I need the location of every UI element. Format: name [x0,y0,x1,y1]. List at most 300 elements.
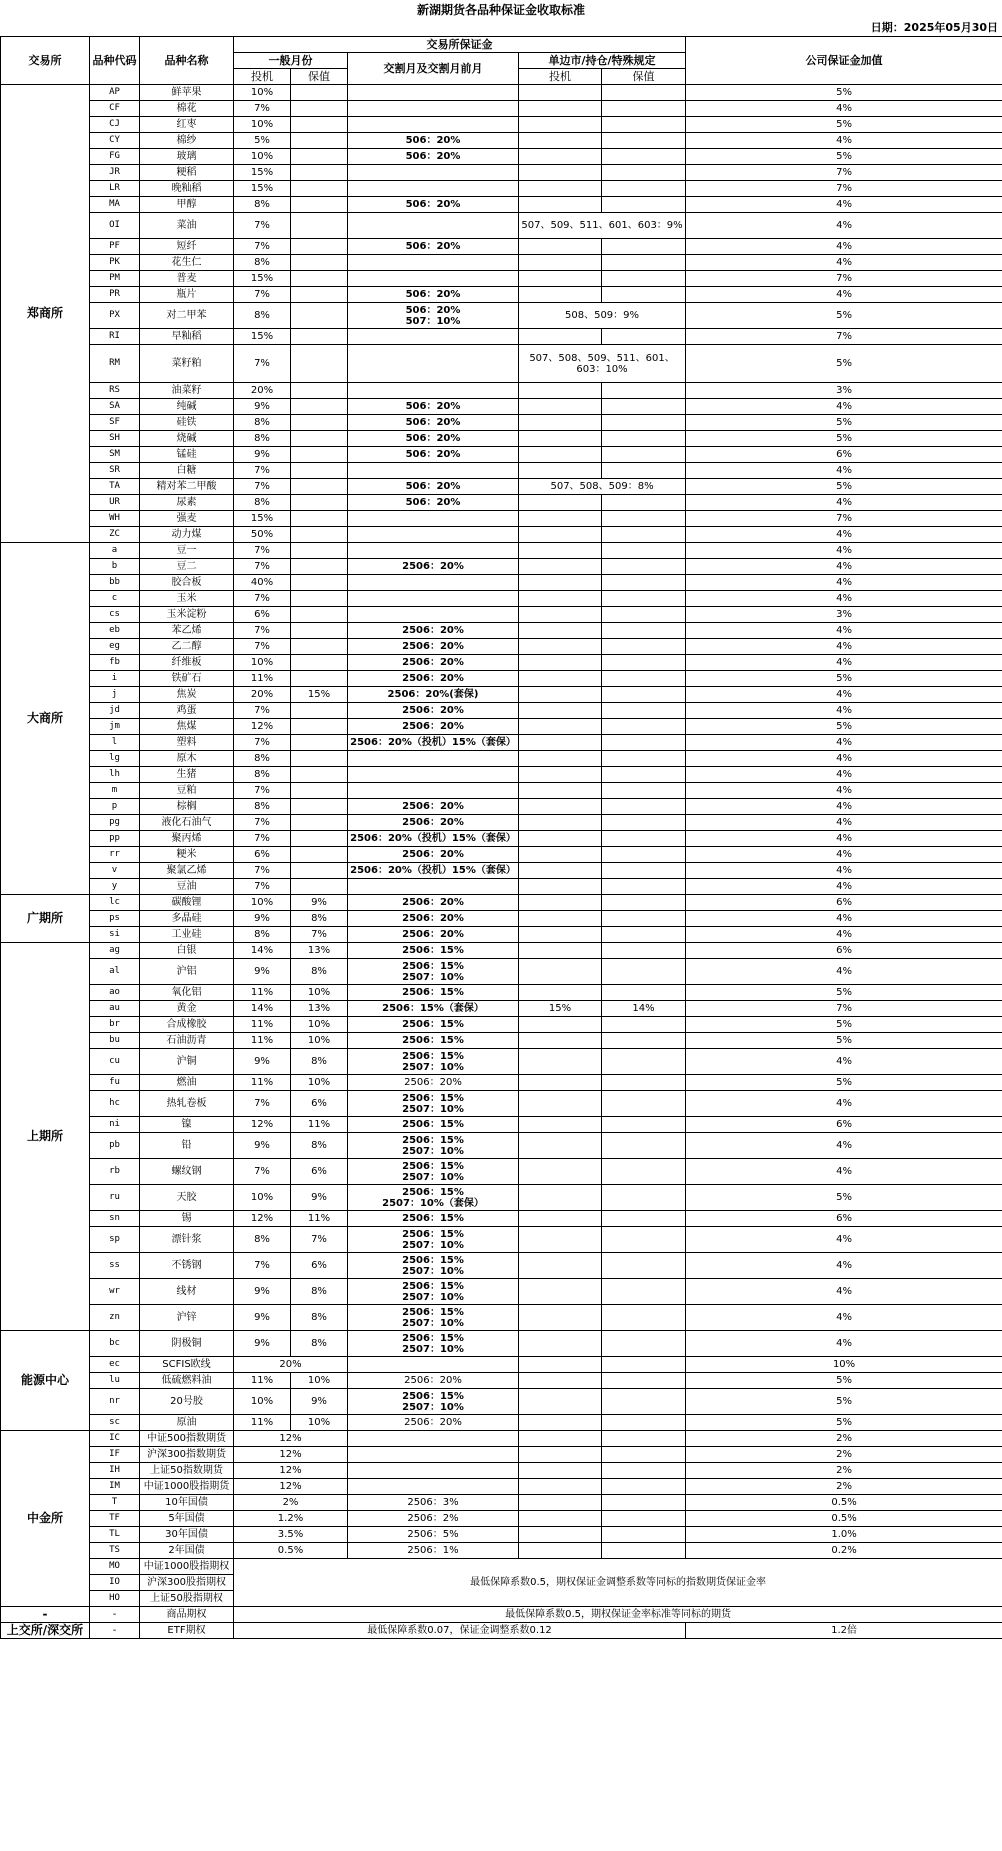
hedge-cell [291,735,348,751]
spec-cell: 15% [234,271,291,287]
code-cell: PF [90,239,140,255]
code-cell: lu [90,1373,140,1389]
spec-cell: 15% [234,329,291,345]
special-spec-cell [519,1017,602,1033]
delivery-cell: 2506：15% [348,1117,519,1133]
company-add-cell: 4% [686,927,1002,943]
company-add-cell: 6% [686,895,1002,911]
name-cell: 瓶片 [140,287,234,303]
table-row [1,1607,1002,1623]
hedge-cell: 8% [291,1279,348,1305]
special-hedge-cell [602,985,686,1001]
delivery-cell: 2506：15% 2507：10%（套保） [348,1185,519,1211]
delivery-cell: 2506：15% 2507：10% [348,1331,519,1357]
special-hedge-cell [602,783,686,799]
special-cell: 507、508、509：8% [519,479,686,495]
table-row [1,1305,1002,1331]
code-cell: au [90,1001,140,1017]
name-cell: 烧碱 [140,431,234,447]
code-cell: lc [90,895,140,911]
special-hedge-cell [602,879,686,895]
code-cell: SA [90,399,140,415]
company-add-cell: 6% [686,1211,1002,1227]
name-cell: 热轧卷板 [140,1091,234,1117]
delivery-cell: 2506：20% [348,799,519,815]
code-cell: pp [90,831,140,847]
name-cell: 对二甲苯 [140,303,234,329]
name-cell: 氧化铝 [140,985,234,1001]
hedge-cell: 10% [291,1033,348,1049]
name-cell: 豆二 [140,559,234,575]
company-add-cell: 7% [686,165,1002,181]
hedge-cell: 13% [291,1001,348,1017]
delivery-cell [348,181,519,197]
company-add-cell: 4% [686,847,1002,863]
delivery-cell [348,879,519,895]
hedge-cell [291,847,348,863]
name-cell: 石油沥青 [140,1033,234,1049]
company-add-cell: 4% [686,767,1002,783]
delivery-cell: 506：20% [348,197,519,213]
delivery-cell: 2506：20% [348,895,519,911]
code-cell: eb [90,623,140,639]
special-spec-cell [519,101,602,117]
company-add-cell: 4% [686,879,1002,895]
name-cell: 菜油 [140,213,234,239]
company-add-cell: 1.0% [686,1527,1002,1543]
company-add-cell: 4% [686,463,1002,479]
company-add-cell: 5% [686,149,1002,165]
spec-cell: 40% [234,575,291,591]
name-cell: 原油 [140,1415,234,1431]
hedge-cell [291,863,348,879]
table-row [1,607,1002,623]
special-spec-cell [519,879,602,895]
delivery-cell: 2506：15% [348,943,519,959]
name-cell: 低硫燃料油 [140,1373,234,1389]
special-spec-cell [519,1331,602,1357]
spec-cell: 7% [234,287,291,303]
company-add-cell: 4% [686,783,1002,799]
delivery-cell [348,383,519,399]
table-row [1,559,1002,575]
delivery-cell: 2506：20% [348,559,519,575]
name-cell: 铁矿石 [140,671,234,687]
special-spec-cell [519,831,602,847]
exchange-cell: 大商所 [1,543,90,895]
exchange-cell: - [1,1607,90,1623]
special-hedge-cell [602,271,686,287]
code-cell: HO [90,1591,140,1607]
name-cell: 晚籼稻 [140,181,234,197]
company-add-cell: 4% [686,197,1002,213]
code-cell: ps [90,911,140,927]
header-delivery: 交割月及交割月前月 [348,53,519,85]
table-row [1,1117,1002,1133]
spec-cell: 10% [234,149,291,165]
spec-cell: 7% [234,479,291,495]
table-row [1,1091,1002,1117]
hedge-cell: 10% [291,1017,348,1033]
special-spec-cell [519,1211,602,1227]
code-cell: TF [90,1511,140,1527]
delivery-cell: 2506：15% 2507：10% [348,959,519,985]
spec-cell: 11% [234,1373,291,1389]
header-exchange: 交易所 [1,37,90,85]
company-add-cell: 7% [686,1001,1002,1017]
delivery-cell: 2506：20% [348,623,519,639]
company-add-cell: 10% [686,1357,1002,1373]
delivery-cell: 2506：15% [348,985,519,1001]
exchange-cell: 上期所 [1,943,90,1331]
special-hedge-cell [602,239,686,255]
table-row [1,1415,1002,1431]
special-hedge-cell [602,815,686,831]
company-add-cell: 0.5% [686,1511,1002,1527]
spec-cell: 20% [234,383,291,399]
table-row [1,1495,1002,1511]
name-cell: 乙二醇 [140,639,234,655]
name-cell: 5年国债 [140,1511,234,1527]
hedge-cell [291,345,348,383]
code-cell: ni [90,1117,140,1133]
table-row [1,735,1002,751]
spec-cell: 7% [234,863,291,879]
name-cell: 精对苯二甲酸 [140,479,234,495]
code-cell: CF [90,101,140,117]
special-hedge-cell [602,255,686,271]
delivery-cell: 506：20% [348,287,519,303]
delivery-cell: 506：20% [348,399,519,415]
spec-cell: 8% [234,927,291,943]
table-row [1,831,1002,847]
name-cell: 胶合板 [140,575,234,591]
special-hedge-cell [602,895,686,911]
special-hedge-cell [602,383,686,399]
name-cell: 玉米 [140,591,234,607]
delivery-cell: 2506：1% [348,1543,519,1559]
hedge-cell [291,399,348,415]
special-spec-cell [519,1431,602,1447]
special-spec-cell [519,1075,602,1091]
name-cell: 白银 [140,943,234,959]
hedge-cell [291,85,348,101]
special-spec-cell [519,1279,602,1305]
delivery-cell: 2506：20% [348,703,519,719]
spec-cell: 7% [234,639,291,655]
special-hedge-cell [602,703,686,719]
hedge-cell: 8% [291,1305,348,1331]
special-spec-cell [519,687,602,703]
spec-cell: 8% [234,255,291,271]
table-row [1,1075,1002,1091]
table-row [1,165,1002,181]
code-cell: RM [90,345,140,383]
name-cell: 中证1000股指期货 [140,1479,234,1495]
company-add-cell: 4% [686,687,1002,703]
table-row [1,447,1002,463]
company-add-cell: 5% [686,1389,1002,1415]
special-spec-cell [519,703,602,719]
table-row [1,1253,1002,1279]
code-cell: bu [90,1033,140,1049]
special-spec-cell [519,1133,602,1159]
code-cell: JR [90,165,140,181]
table-row [1,1331,1002,1357]
table-row [1,511,1002,527]
table-row [1,703,1002,719]
hedge-cell: 11% [291,1117,348,1133]
special-hedge-cell [602,799,686,815]
company-add-cell: 6% [686,1117,1002,1133]
delivery-cell: 506：20% [348,149,519,165]
code-cell: lh [90,767,140,783]
hedge-cell: 10% [291,985,348,1001]
hedge-cell [291,703,348,719]
company-add-cell: 7% [686,329,1002,345]
special-spec-cell [519,959,602,985]
table-row [1,1463,1002,1479]
code-cell: br [90,1017,140,1033]
special-spec-cell [519,1389,602,1415]
delivery-cell: 2506：5% [348,1527,519,1543]
spec-cell: 10% [234,117,291,133]
table-row [1,1211,1002,1227]
hedge-cell: 8% [291,1049,348,1075]
table-row [1,1227,1002,1253]
spec-cell: 7% [234,239,291,255]
table-row [1,1357,1002,1373]
name-cell: 硅铁 [140,415,234,431]
delivery-cell: 2506：2% [348,1511,519,1527]
special-hedge-cell [602,463,686,479]
code-cell: a [90,543,140,559]
company-add-cell: 5% [686,415,1002,431]
name-cell: 甲醇 [140,197,234,213]
delivery-cell: 2506：3% [348,1495,519,1511]
special-spec-cell [519,329,602,345]
company-add-cell: 3% [686,383,1002,399]
code-cell: RI [90,329,140,345]
name-cell: 纯碱 [140,399,234,415]
hedge-cell [291,879,348,895]
header-exchange-margin: 交易所保证金 [234,37,686,53]
special-hedge-cell [602,591,686,607]
table-row [1,213,1002,239]
company-add-cell: 4% [686,399,1002,415]
special-spec-cell [519,671,602,687]
company-add-cell: 4% [686,1049,1002,1075]
spec-cell: 7% [234,345,291,383]
company-add-cell: 5% [686,1415,1002,1431]
spec-cell: 50% [234,527,291,543]
table-row [1,655,1002,671]
special-hedge-cell [602,399,686,415]
code-cell: PK [90,255,140,271]
name-cell: 短纤 [140,239,234,255]
code-cell: - [90,1623,140,1639]
code-cell: MA [90,197,140,213]
code-cell: jd [90,703,140,719]
table-row [1,1159,1002,1185]
report-date: 日期：2025年05月30日 [870,21,998,34]
spec-cell: 10% [234,1389,291,1415]
special-hedge-cell [602,1389,686,1415]
special-spec-cell [519,271,602,287]
code-cell: IM [90,1479,140,1495]
code-cell: v [90,863,140,879]
code-cell: pg [90,815,140,831]
special-spec-cell [519,623,602,639]
spec-cell: 12% [234,1479,348,1495]
delivery-cell [348,591,519,607]
special-hedge-cell [602,329,686,345]
hedge-cell [291,543,348,559]
special-hedge-cell [602,719,686,735]
company-add-cell: 2% [686,1447,1002,1463]
table-row [1,345,1002,383]
hedge-cell [291,447,348,463]
delivery-cell: 2506：20%(套保) [348,687,519,703]
name-cell: 苯乙烯 [140,623,234,639]
code-cell: p [90,799,140,815]
company-add-cell: 4% [686,101,1002,117]
name-cell: 棉纱 [140,133,234,149]
spec-cell: 12% [234,1431,348,1447]
hedge-cell [291,239,348,255]
delivery-cell: 506：20% [348,431,519,447]
code-cell: bc [90,1331,140,1357]
special-spec-cell [519,591,602,607]
special-hedge-cell [602,1017,686,1033]
delivery-cell: 2506：20% [348,911,519,927]
name-cell: 锡 [140,1211,234,1227]
hedge-cell: 10% [291,1415,348,1431]
table-row [1,985,1002,1001]
name-cell: 工业硅 [140,927,234,943]
company-add-cell: 4% [686,495,1002,511]
spec-cell: 5% [234,133,291,149]
table-row [1,1623,1002,1639]
special-hedge-cell [602,181,686,197]
hedge-cell [291,213,348,239]
hedge-cell: 11% [291,1211,348,1227]
delivery-cell [348,329,519,345]
spec-cell: 15% [234,165,291,181]
code-cell: al [90,959,140,985]
options-note-cell: 最低保障系数0.5，期权保证金调整系数等同标的指数期货保证金率 [234,1559,1002,1607]
company-add-cell: 4% [686,527,1002,543]
spec-cell: 7% [234,559,291,575]
special-hedge-cell [602,287,686,303]
special-spec-cell [519,431,602,447]
special-spec-cell [519,1479,602,1495]
code-cell: hc [90,1091,140,1117]
company-add-cell: 7% [686,181,1002,197]
name-cell: 镍 [140,1117,234,1133]
name-cell: 早籼稻 [140,329,234,345]
special-hedge-cell [602,639,686,655]
hedge-cell [291,671,348,687]
special-hedge-cell [602,1033,686,1049]
company-add-cell: 5% [686,345,1002,383]
hedge-cell [291,479,348,495]
special-hedge-cell [602,1159,686,1185]
code-cell: lg [90,751,140,767]
delivery-cell: 2506：20% [348,1075,519,1091]
special-hedge-cell [602,767,686,783]
company-add-cell: 0.2% [686,1543,1002,1559]
header-special-spec: 投机 [519,69,602,85]
spec-cell: 7% [234,703,291,719]
name-cell: 合成橡胶 [140,1017,234,1033]
name-cell: 油菜籽 [140,383,234,399]
table-row [1,799,1002,815]
hedge-cell [291,783,348,799]
special-spec-cell [519,527,602,543]
special-hedge-cell [602,1431,686,1447]
code-cell: FG [90,149,140,165]
code-cell: wr [90,1279,140,1305]
special-hedge-cell [602,671,686,687]
code-cell: AP [90,85,140,101]
table-row [1,1049,1002,1075]
table-row [1,197,1002,213]
spec-cell: 12% [234,1447,348,1463]
code-cell: SR [90,463,140,479]
special-hedge-cell [602,847,686,863]
delivery-cell [348,463,519,479]
spec-cell: 9% [234,1133,291,1159]
special-hedge-cell [602,1543,686,1559]
code-cell: rr [90,847,140,863]
delivery-cell: 2506：15% 2507：10% [348,1253,519,1279]
special-hedge-cell [602,831,686,847]
company-add-cell: 4% [686,591,1002,607]
spec-cell: 6% [234,847,291,863]
table-row [1,1279,1002,1305]
hedge-cell: 9% [291,895,348,911]
table-row [1,85,1002,101]
name-cell: 上证50股指期权 [140,1591,234,1607]
delivery-cell: 2506：15% [348,1211,519,1227]
exchange-cell: 中金所 [1,1431,90,1607]
hedge-cell: 9% [291,1389,348,1415]
code-cell: m [90,783,140,799]
hedge-cell: 7% [291,927,348,943]
special-spec-cell [519,1227,602,1253]
hedge-cell: 8% [291,959,348,985]
code-cell: TA [90,479,140,495]
special-spec-cell [519,1305,602,1331]
special-spec-cell [519,85,602,101]
table-row [1,527,1002,543]
special-hedge-cell [602,687,686,703]
company-add-cell: 4% [686,287,1002,303]
name-cell: 生猪 [140,767,234,783]
spec-cell: 9% [234,1331,291,1357]
table-row [1,415,1002,431]
special-hedge-cell [602,1447,686,1463]
spec-cell: 11% [234,1017,291,1033]
table-row [1,149,1002,165]
special-hedge-cell [602,527,686,543]
special-spec-cell [519,1159,602,1185]
company-add-cell: 5% [686,1075,1002,1091]
special-spec-cell [519,117,602,133]
spec-cell: 8% [234,495,291,511]
table-row [1,959,1002,985]
